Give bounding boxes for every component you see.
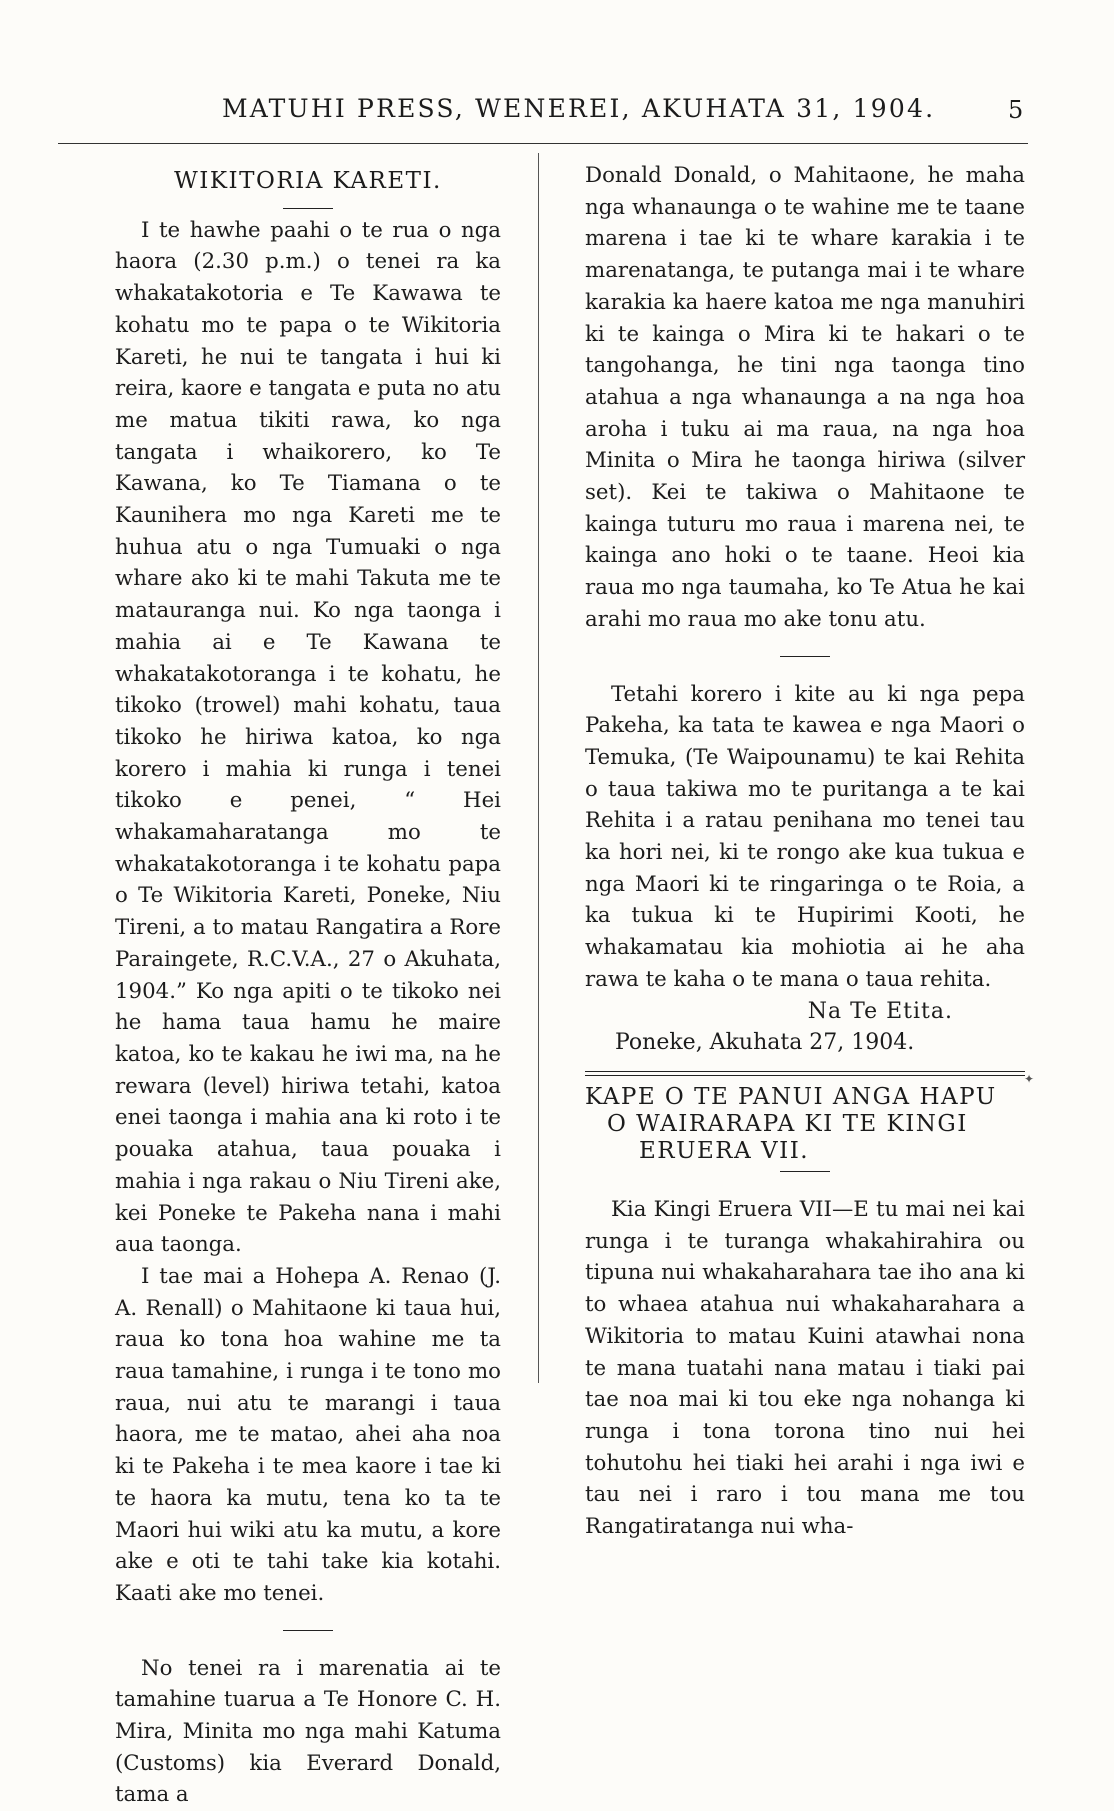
column-divider <box>538 153 539 1383</box>
paragraph: No tenei ra i marenatia ai te tamahine tuarua a Te Honore C. H. Mira, Minita mo nga mahi Katuma (Customs) kia Everard Donald, tama a <box>115 1655 501 1808</box>
signature: Na Te Etita. <box>807 998 953 1024</box>
printer-mark-icon: ✦ <box>1024 1072 1035 1086</box>
heading-line: KAPE O TE PANUI ANGA HAPU <box>585 1083 997 1110</box>
dateline: Poneke, Akuhata 27, 1904. <box>615 1030 915 1056</box>
masthead: MATUHI PRESS, WENEREI, AKUHATA 31, 1904. <box>222 94 936 123</box>
paragraph: Donald Donald, o Mahitaone, he maha nga whanaunga o te wahine me te taane marena i tae ki te whare karakia i te marenatanga, te putanga mai i te whare karakia ka haere katoa me nga manuhiri ki te kainga o Mira ki te hakari o te tangohanga, he tini nga taonga tino atahua a nga whanaunga a na nga hoa aroha i tuku ai ma raua, na nga hoa Minita o Mira he taonga hiriwa (silver set). Kei te takiwa o Mahitaone te kainga tuturu mo raua i marena nei, te kainga ano hoki o te taane. Heoi kia raua mo nga taumaha, ko Te Atua he kai arahi mo raua mo ake tonu atu. <box>585 163 1025 632</box>
article-title: WIKITORIA KARETI. <box>174 168 442 194</box>
left-column <box>115 160 501 1811</box>
separator <box>780 656 830 657</box>
right-column <box>585 160 1025 1543</box>
separator <box>283 208 333 209</box>
section-rule <box>585 1071 1025 1076</box>
separator <box>283 1630 333 1631</box>
page-number: 5 <box>1008 96 1024 124</box>
paragraph: I tae mai a Hohepa A. Renao (J. A. Renall) o Mahitaone ki taua hui, raua ko tona hoa wahine me ta raua tamahine, i runga i te tono mo raua, nui atu te marangi i taua haora, me te matao, ahei aha noa ki te Pakeha i te mea kaore i tae ki te haora ka mutu, tena ko ta te Maori hui wiki atu ka mutu, a kore ake e oti te tahi take kia kotahi. Kaati ake mo tenei. <box>115 1263 501 1606</box>
heading-line: ERUERA VII. <box>639 1137 810 1164</box>
separator <box>780 1171 830 1172</box>
paragraph: I te hawhe paahi o te rua o nga haora (2.30 p.m.) o tenei ra ka whakatakotoria e Te Kawawa te kohatu mo te papa o te Wikitoria Kareti, he nui te tangata i hui ki reira, kaore e tangata e puta no atu me matua tikiti rawa, ko nga tangata i whaikorero, ko Te Kawana, ko Te Tiamana o te Kaunihera mo nga Kareti me te huhua atu o nga Tumuaki o nga whare ako ki te mahi Takuta me te matauranga nui. Ko nga taonga i mahia ai e Te Kawana te whakatakotoranga i te kohatu, he tikoko (trowel) mahi kohatu, taua tikoko he hiriwa katoa, ko nga korero i mahia ki runga i tenei tikoko e penei, “ Hei whakamaharatanga mo te whakatakotoranga i te kohatu papa o Te Wikitoria Kareti, Poneke, Niu Tireni, a to matau Rangatira a Rore Paraingete, R.C.V.A., 27 o Akuhata, 1904.” Ko nga apiti o te tikoko nei he hama taua hamu he maire katoa, ko te kakau he iwi ma, na he rewara (level) hiriwa tetahi, katoa enei taonga i mahia ana ki roto i te pouaka atahua, taua pouaka i mahia i nga rakau o Niu Tireni ake, kei Poneke te Pakeha nana i mahi aua taonga. <box>115 217 501 1258</box>
paragraph: Kia Kingi Eruera VII—E tu mai nei kai runga i te turanga whakahirahira ou tipuna nui whakaharahara tae iho ana ki to whaea atahua nui whakaharahara a Wikitoria to matau Kuini atawhai nona te mana tuatahi nana matau i tiaki pai tae noa mai ki tou eke nga nohanga ki runga i tona torona tino nui hei tohutohu hei tiaki hei arahi i nga iwi e tau nei i raro i tou mana me tou Rangatiratanga nui wha- <box>585 1196 1025 1540</box>
paragraph: Tetahi korero i kite au ki nga pepa Pakeha, ka tata te kawea e nga Maori o Temuka, (Te Waipounamu) te kai Rehita o taua takiwa mo te puritanga a te kai Rehita i a ratau penihana mo tenei tau ka hori nei, ki te rongo ake kua tukua e nga Maori ki te ringaringa o te Roia, a ka tukua ki te Hupirimi Kooti, he whakamatau kia mohiotia ai he aha rawa te kaha o te mana o taua rehita. <box>585 681 1025 992</box>
header-rule <box>58 143 1028 144</box>
section-heading <box>585 1084 1025 1165</box>
heading-line: O WAIRARAPA KI TE KINGI <box>607 1110 968 1137</box>
page-header <box>0 94 1114 134</box>
